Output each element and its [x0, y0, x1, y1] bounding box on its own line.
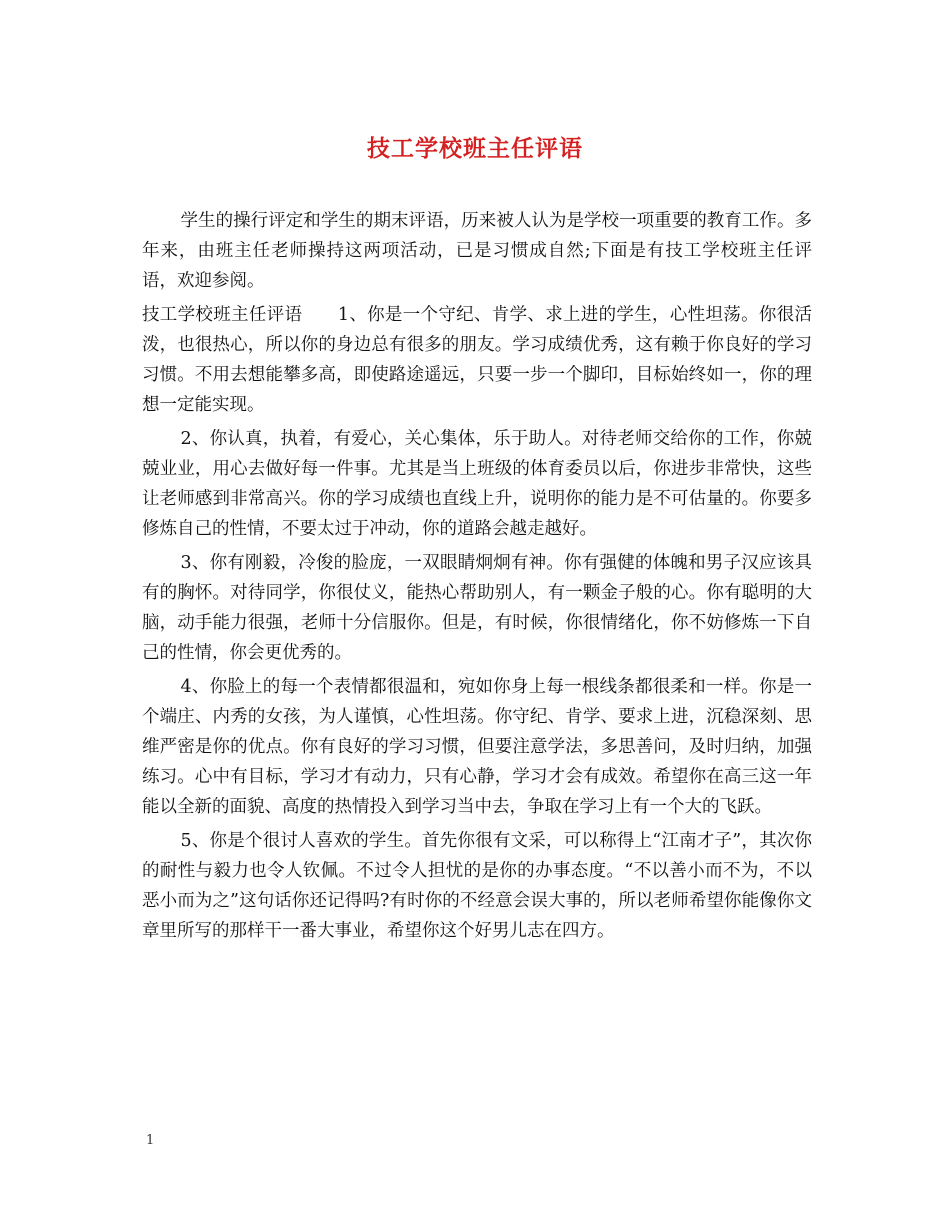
- paragraph-comment-4: 4、你脸上的每一个表情都很温和，宛如你身上每一根线条都很柔和一样。你是一个端庄、内秀的女孩，为人谨慎，心性坦荡。你守纪、肯学、要求上进，沉稳深刻、思维严密是你的优点。你有良好的学习习惯，但要注意学法，多思善问，及时归纳，加强练习。心中有目标，学习才有动力，只有心静，学习才会有成效。希望你在高三这一年能以全新的面貌、高度的热情投入到学习当中去，争取在学习上有一个大的飞跃。: [142, 677, 812, 817]
- paragraph-comment-3: 3、你有刚毅，冷俊的脸庞，一双眼睛炯炯有神。你有强健的体魄和男子汉应该具有的胸怀。对待同学，你很仗义，能热心帮助别人，有一颗金子般的心。你有聪明的大脑，动手能力很强，老师十分信服你。但是，有时候，你很情绪化，你不妨修炼一下自己的性情，你会更优秀的。: [142, 553, 812, 663]
- paragraph-comment-5: 5、你是个很讨人喜欢的学生。首先你很有文采，可以称得上“江南才子”，其次你的耐性与毅力也令人钦佩。不过令人担忧的是你的办事态度。“不以善小而不为，不以恶小而为之”这句话你还记得吗?有时你的不经意会误大事的，所以老师希望你能像你文章里所写的那样干一番大事业，希望你这个好男儿志在四方。: [142, 831, 812, 941]
- document-title: 技工学校班主任评语: [367, 135, 583, 162]
- paragraph-comment-1: 技工学校班主任评语 1、你是一个守纪、肯学、求上进的学生，心性坦荡。你很活泼，也很热心，所以你的身边总有很多的朋友。学习成绩优秀，这有赖于你良好的学习习惯。不用去想能攀多高，即使路途遥远，只要一步一个脚印，目标始终如一，你的理想一定能实现。: [142, 305, 812, 415]
- page-number: 1: [146, 1133, 155, 1148]
- document-body: [142, 206, 812, 950]
- paragraph-intro: 学生的操行评定和学生的期末评语，历来被人认为是学校一项重要的教育工作。多年来，由班主任老师操持这两项活动，已是习惯成自然;下面是有技工学校班主任评语，欢迎参阅。: [142, 211, 812, 291]
- paragraph-comment-2: 2、你认真，执着，有爱心，关心集体，乐于助人。对待老师交给你的工作，你兢兢业业，用心去做好每一件事。尤其是当上班级的体育委员以后，你进步非常快，这些让老师感到非常高兴。你的学习成绩也直线上升，说明你的能力是不可估量的。你要多修炼自己的性情，不要太过于冲动，你的道路会越走越好。: [142, 429, 812, 539]
